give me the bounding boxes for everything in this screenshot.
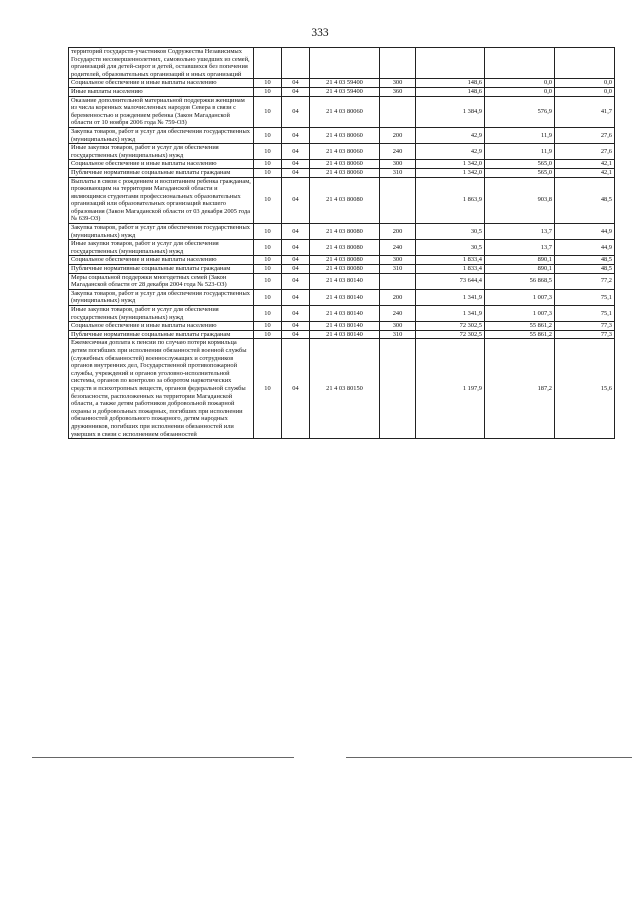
cell-description: Иные закупки товаров, работ и услуг для обеспечения государственных (муниципальных) нужд [69, 144, 254, 160]
cell-expense-type: 300 [380, 79, 416, 88]
cell-percent: 48,5 [555, 265, 615, 274]
cell-executed: 576,9 [485, 96, 555, 127]
table-row [69, 256, 615, 265]
cell-target-article: 21 4 03 80080 [310, 224, 380, 240]
cell-description: Иные закупки товаров, работ и услуг для обеспечения государственных (муниципальных) нужд [69, 240, 254, 256]
cell-description: Закупка товаров, работ и услуг для обеспечения государственных (муниципальных) нужд [69, 127, 254, 143]
cell-expense-type: 360 [380, 87, 416, 96]
cell-description: Публичные нормативные социальные выплаты гражданам [69, 330, 254, 339]
cell-percent: 44,9 [555, 240, 615, 256]
cell-planned: 42,9 [416, 144, 485, 160]
cell-section: 10 [254, 339, 282, 439]
cell-target-article: 21 4 03 80140 [310, 322, 380, 331]
cell-section: 10 [254, 79, 282, 88]
cell-planned: 1 341,9 [416, 306, 485, 322]
cell-target-article: 21 4 03 59400 [310, 79, 380, 88]
cell-expense-type: 200 [380, 127, 416, 143]
cell-planned [416, 48, 485, 79]
cell-expense-type: 310 [380, 265, 416, 274]
cell-section: 10 [254, 330, 282, 339]
cell-subsection: 04 [282, 306, 310, 322]
cell-executed: 0,0 [485, 79, 555, 88]
cell-section: 10 [254, 168, 282, 177]
cell-target-article: 21 4 03 80080 [310, 240, 380, 256]
cell-percent: 0,0 [555, 87, 615, 96]
table-row [69, 168, 615, 177]
cell-expense-type: 310 [380, 168, 416, 177]
cell-section: 10 [254, 256, 282, 265]
cell-expense-type: 300 [380, 160, 416, 169]
cell-executed: 187,2 [485, 339, 555, 439]
cell-planned: 1 833,4 [416, 256, 485, 265]
table-row [69, 224, 615, 240]
cell-subsection: 04 [282, 127, 310, 143]
table-row [69, 322, 615, 331]
cell-percent: 41,7 [555, 96, 615, 127]
cell-subsection: 04 [282, 79, 310, 88]
cell-executed: 1 007,3 [485, 289, 555, 305]
cell-section: 10 [254, 127, 282, 143]
cell-percent: 77,3 [555, 322, 615, 331]
cell-description: Оказание дополнительной материальной поддержки женщинам из числа коренных малочисленных народов Севера в связи с беременностью и рождением ребенка (Закон Магаданской области от 10 ноября 2006 года № 759-ОЗ) [69, 96, 254, 127]
cell-subsection: 04 [282, 330, 310, 339]
cell-planned: 72 302,5 [416, 330, 485, 339]
cell-section: 10 [254, 96, 282, 127]
cell-planned: 73 644,4 [416, 273, 485, 289]
budget-table [68, 47, 615, 439]
cell-subsection: 04 [282, 322, 310, 331]
cell-expense-type: 200 [380, 289, 416, 305]
cell-executed: 565,0 [485, 160, 555, 169]
cell-target-article: 21 4 03 59400 [310, 87, 380, 96]
cell-percent: 75,1 [555, 306, 615, 322]
table-body [69, 48, 615, 439]
table-row [69, 273, 615, 289]
cell-executed: 56 868,5 [485, 273, 555, 289]
cell-description: Социальное обеспечение и иные выплаты населению [69, 322, 254, 331]
cell-planned: 1 384,9 [416, 96, 485, 127]
cell-planned: 42,9 [416, 127, 485, 143]
cell-percent: 48,5 [555, 177, 615, 224]
table-row [69, 339, 615, 439]
cell-section [254, 48, 282, 79]
cell-expense-type: 300 [380, 256, 416, 265]
cell-executed [485, 48, 555, 79]
cell-percent: 42,1 [555, 168, 615, 177]
cell-target-article: 21 4 03 80080 [310, 256, 380, 265]
cell-planned: 1 197,9 [416, 339, 485, 439]
cell-target-article: 21 4 03 80140 [310, 273, 380, 289]
cell-expense-type: 300 [380, 322, 416, 331]
cell-description: территорий государств-участников Содружества Независимых Государств несовершеннолетних, самовольно ушедших из семей, организаций для детей-сирот и детей, оставшихся без попечения родителей, образовательных организаций и иных организаций [69, 48, 254, 79]
table-row [69, 144, 615, 160]
table-row [69, 48, 615, 79]
cell-expense-type [380, 48, 416, 79]
cell-description: Иные выплаты населению [69, 87, 254, 96]
table-row [69, 160, 615, 169]
cell-expense-type: 240 [380, 144, 416, 160]
cell-subsection [282, 48, 310, 79]
cell-target-article: 21 4 03 80140 [310, 289, 380, 305]
table-row [69, 240, 615, 256]
cell-planned: 1 833,4 [416, 265, 485, 274]
cell-percent: 77,2 [555, 273, 615, 289]
cell-planned: 148,6 [416, 87, 485, 96]
cell-percent: 75,1 [555, 289, 615, 305]
cell-subsection: 04 [282, 160, 310, 169]
cell-subsection: 04 [282, 96, 310, 127]
cell-percent: 27,6 [555, 144, 615, 160]
cell-executed: 55 861,2 [485, 330, 555, 339]
cell-subsection: 04 [282, 273, 310, 289]
table-row [69, 330, 615, 339]
cell-executed: 1 007,3 [485, 306, 555, 322]
cell-description: Публичные нормативные социальные выплаты гражданам [69, 168, 254, 177]
cell-percent: 77,3 [555, 330, 615, 339]
table-row [69, 87, 615, 96]
cell-subsection: 04 [282, 339, 310, 439]
cell-expense-type: 200 [380, 224, 416, 240]
cell-expense-type [380, 177, 416, 224]
cell-percent [555, 48, 615, 79]
table-row [69, 265, 615, 274]
cell-section: 10 [254, 144, 282, 160]
cell-description: Ежемесячная доплата к пенсии по случаю потери кормильца детям погибших при исполнении обязанностей военной службы (служебных обязанностей) военнослужащих и сотрудников органов внутренних дел, Государственной противопожарной службы, учреждений и органов уголовно-исполнительной системы, органов по контролю за оборотом наркотических средств и психотропных веществ, органов федеральной службы безопасности, расположенных на территории Магаданской области, а также детям работников добровольной пожарной охраны и добровольных пожарных, погибших при исполнении обязанностей добровольного пожарного, детям народных дружинников, погибших при исполнении обязанностей или умерших в связи с исполнением обязанностей [69, 339, 254, 439]
cell-planned: 72 302,5 [416, 322, 485, 331]
cell-planned: 1 342,0 [416, 168, 485, 177]
cell-section: 10 [254, 160, 282, 169]
cell-planned: 1 342,0 [416, 160, 485, 169]
cell-target-article: 21 4 03 80140 [310, 306, 380, 322]
cell-target-article: 21 4 03 80150 [310, 339, 380, 439]
cell-section: 10 [254, 177, 282, 224]
cell-expense-type: 240 [380, 240, 416, 256]
cell-planned: 1 863,9 [416, 177, 485, 224]
cell-description: Меры социальной поддержки многодетных семей (Закон Магаданской области от 28 декабря 2004 года № 523-ОЗ) [69, 273, 254, 289]
cell-executed: 13,7 [485, 240, 555, 256]
cell-target-article: 21 4 03 80080 [310, 177, 380, 224]
cell-subsection: 04 [282, 289, 310, 305]
cell-expense-type [380, 339, 416, 439]
cell-description: Социальное обеспечение и иные выплаты населению [69, 160, 254, 169]
cell-executed: 0,0 [485, 87, 555, 96]
cell-section: 10 [254, 289, 282, 305]
cell-description: Выплаты в связи с рождением и воспитанием ребенка гражданам, проживающим на территории Магаданской области и являющимся студентами профессиональных образовательных организаций или образовательных организаций высшего образования (Закон Магаданской области от 03 декабря 2005 года № 639-ОЗ) [69, 177, 254, 224]
cell-description: Социальное обеспечение и иные выплаты населению [69, 256, 254, 265]
cell-executed: 13,7 [485, 224, 555, 240]
cell-executed: 903,8 [485, 177, 555, 224]
cell-section: 10 [254, 87, 282, 96]
cell-description: Публичные нормативные социальные выплаты гражданам [69, 265, 254, 274]
bottom-rule-right [346, 757, 632, 758]
cell-subsection: 04 [282, 256, 310, 265]
cell-target-article: 21 4 03 80060 [310, 160, 380, 169]
cell-percent: 0,0 [555, 79, 615, 88]
cell-section: 10 [254, 273, 282, 289]
cell-expense-type [380, 96, 416, 127]
cell-planned: 1 341,9 [416, 289, 485, 305]
cell-subsection: 04 [282, 240, 310, 256]
cell-description: Иные закупки товаров, работ и услуг для обеспечения государственных (муниципальных) нужд [69, 306, 254, 322]
cell-section: 10 [254, 224, 282, 240]
cell-planned: 148,6 [416, 79, 485, 88]
cell-section: 10 [254, 265, 282, 274]
cell-percent: 48,5 [555, 256, 615, 265]
cell-executed: 890,1 [485, 256, 555, 265]
table-row [69, 79, 615, 88]
cell-subsection: 04 [282, 87, 310, 96]
cell-target-article: 21 4 03 80060 [310, 127, 380, 143]
cell-expense-type [380, 273, 416, 289]
cell-target-article: 21 4 03 80140 [310, 330, 380, 339]
cell-expense-type: 310 [380, 330, 416, 339]
cell-executed: 565,0 [485, 168, 555, 177]
cell-target-article: 21 4 03 80060 [310, 168, 380, 177]
bottom-rule-left [32, 757, 294, 758]
cell-executed: 55 861,2 [485, 322, 555, 331]
cell-target-article: 21 4 03 80060 [310, 144, 380, 160]
cell-subsection: 04 [282, 265, 310, 274]
table-row [69, 127, 615, 143]
table-row [69, 177, 615, 224]
cell-target-article: 21 4 03 80080 [310, 265, 380, 274]
cell-planned: 30,5 [416, 240, 485, 256]
cell-description: Социальное обеспечение и иные выплаты населению [69, 79, 254, 88]
cell-planned: 30,5 [416, 224, 485, 240]
cell-percent: 15,6 [555, 339, 615, 439]
cell-percent: 27,6 [555, 127, 615, 143]
cell-target-article: 21 4 03 80060 [310, 96, 380, 127]
cell-executed: 11,9 [485, 127, 555, 143]
cell-section: 10 [254, 306, 282, 322]
table-row [69, 306, 615, 322]
cell-section: 10 [254, 322, 282, 331]
cell-executed: 11,9 [485, 144, 555, 160]
cell-subsection: 04 [282, 168, 310, 177]
cell-target-article [310, 48, 380, 79]
table-row [69, 96, 615, 127]
cell-subsection: 04 [282, 224, 310, 240]
cell-section: 10 [254, 240, 282, 256]
cell-description: Закупка товаров, работ и услуг для обеспечения государственных (муниципальных) нужд [69, 289, 254, 305]
table-row [69, 289, 615, 305]
cell-percent: 42,1 [555, 160, 615, 169]
page-number: 333 [311, 27, 329, 39]
cell-subsection: 04 [282, 177, 310, 224]
cell-expense-type: 240 [380, 306, 416, 322]
cell-executed: 890,1 [485, 265, 555, 274]
cell-percent: 44,9 [555, 224, 615, 240]
cell-subsection: 04 [282, 144, 310, 160]
cell-description: Закупка товаров, работ и услуг для обеспечения государственных (муниципальных) нужд [69, 224, 254, 240]
